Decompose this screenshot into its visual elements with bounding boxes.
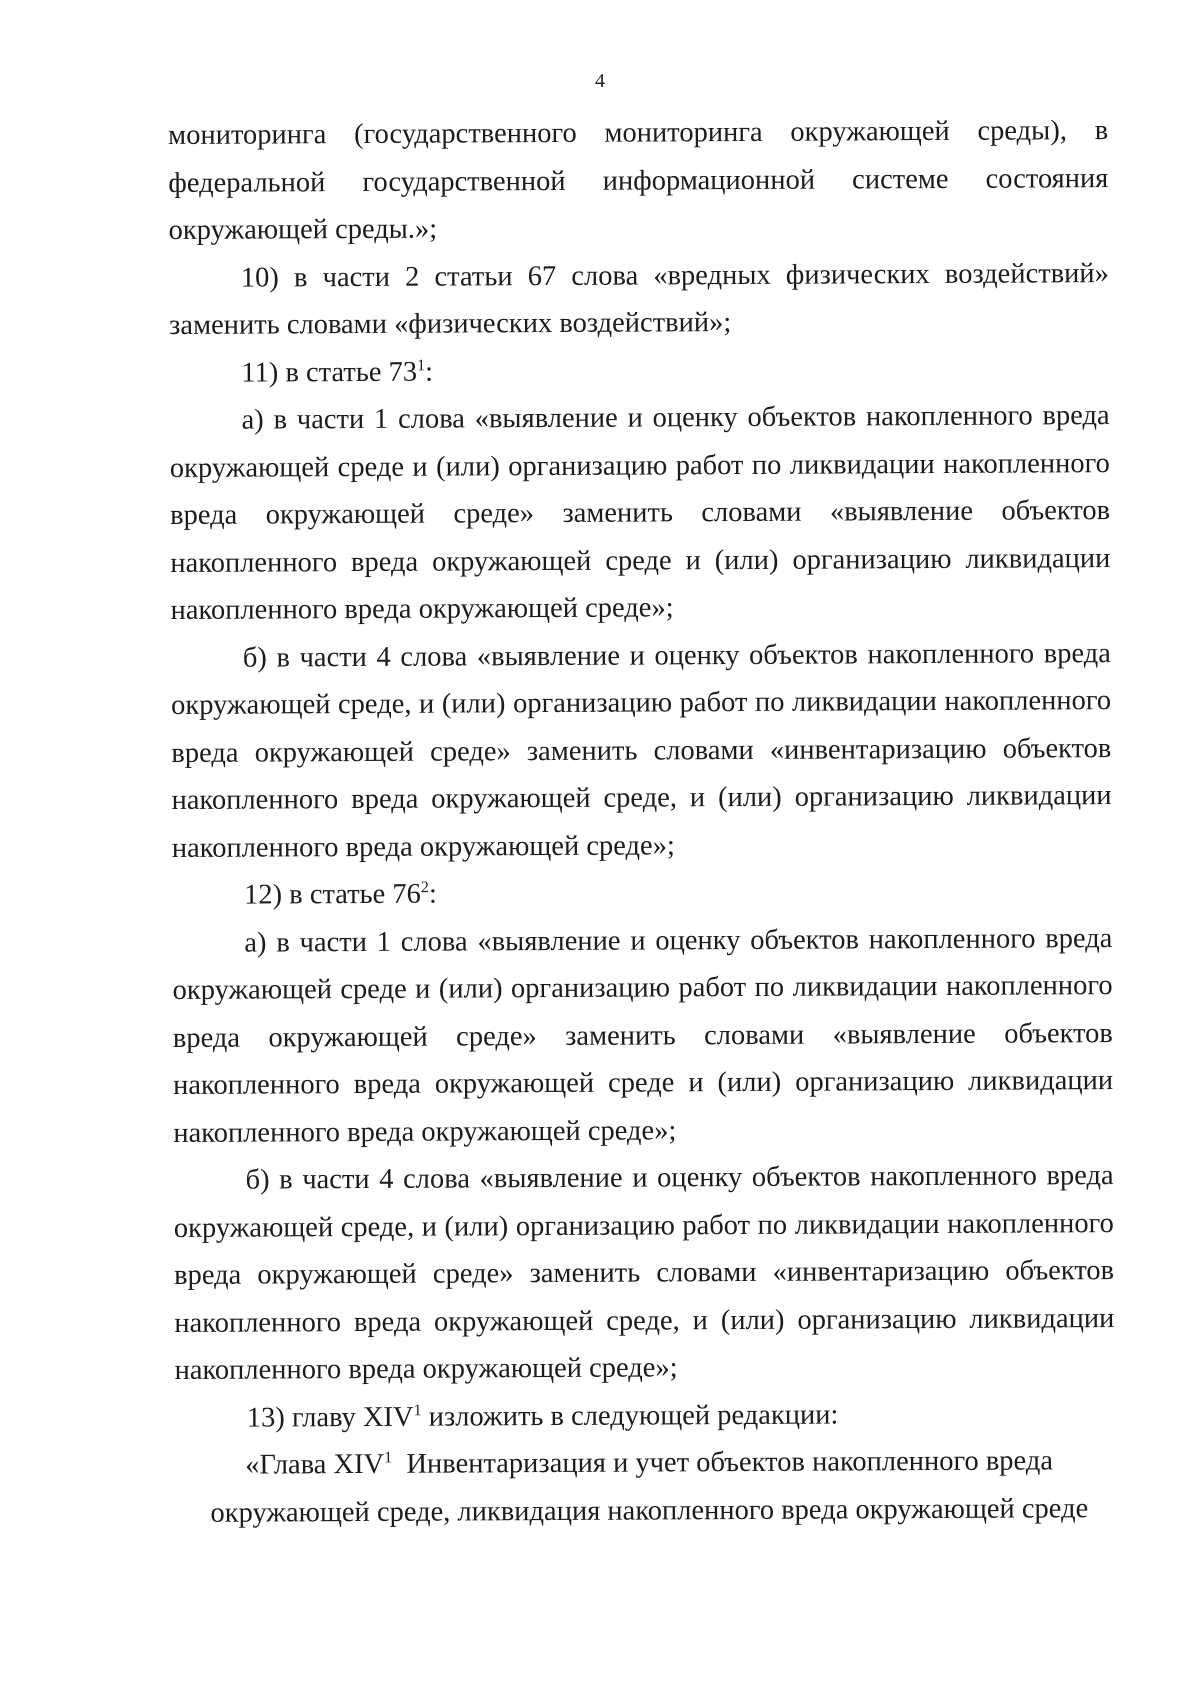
page-number: 4: [595, 70, 605, 92]
paragraph-item-10: 10) в части 2 статьи 67 слова «вредных физических воздействий» заменить словами «физических воздействий»;: [169, 257, 1109, 341]
item-13-text: 13) главу XIV: [246, 1401, 414, 1434]
paragraph-item-11a: а) в части 1 слова «выявление и оценку объектов накопленного вреда окружающей среде и (или) организацию работ по ликвидации накопленного вреда окружающей среде» заменить словами «выявление объектов накопленного вреда окружающей среде и (или) организацию ликвидации накопленного вреда окружающей среде»;: [169, 400, 1111, 626]
paragraph-item-12a: а) в части 1 слова «выявление и оценку объектов накопленного вреда окружающей среде и (или) организацию работ по ликвидации накопленного вреда окружающей среде» заменить словами «выявление объектов накопленного вреда окружающей среде и (или) организацию ликвидации накопленного вреда окружающей среде»;: [172, 922, 1114, 1149]
item-11-text: 11) в статье 73: [241, 356, 418, 389]
chapter-heading-line-1: [175, 1437, 1115, 1489]
paragraph-item-11b: б) в части 4 слова «выявление и оценку объектов накопленного вреда окружающей среде, и (или) организацию работ по ликвидации накопленного вреда окружающей среде» заменить словами «инвентаризацию объектов накопленного вреда окружающей среде, и (или) организацию ликвидации накопленного вреда окружающей среде»;: [171, 637, 1112, 864]
chapter-heading-line-2: окружающей среде, ликвидация накопленного вреда окружающей среде: [210, 1492, 1089, 1529]
paragraph-item-12b: б) в части 4 слова «выявление и оценку объектов накопленного вреда окружающей среде, и (или) организацию работ по ликвидации накопленного вреда окружающей среде» заменить словами «инвентаризацию объектов накопленного вреда окружающей среде, и (или) организацию ликвидации накопленного вреда окружающей среде»;: [173, 1160, 1115, 1386]
paragraph-continuation: мониторинга (государственного мониторинга окружающей среды), в федеральной государственной информационной системе состояния окружающей среды.»;: [168, 115, 1109, 246]
paragraph-item-11: [169, 345, 1109, 397]
paragraph-item-13: [175, 1390, 1115, 1442]
chapter-heading-superscript: 1: [384, 1449, 393, 1467]
item-11-superscript: 1: [417, 356, 426, 374]
item-12-tail: :: [428, 878, 437, 910]
item-11-tail: :: [425, 356, 434, 388]
chapter-heading-prefix: «Глава XIV: [245, 1448, 385, 1481]
item-12-superscript: 2: [420, 879, 429, 897]
paragraph-item-12: [172, 867, 1112, 919]
document-body: [168, 107, 1115, 1537]
item-13-tail: изложить в следующей редакции:: [421, 1399, 839, 1433]
item-13-superscript: 1: [413, 1401, 422, 1419]
chapter-heading-title: Инвентаризация и учет объектов накопленного вреда: [392, 1445, 1054, 1480]
item-12-text: 12) в статье 76: [244, 878, 421, 911]
